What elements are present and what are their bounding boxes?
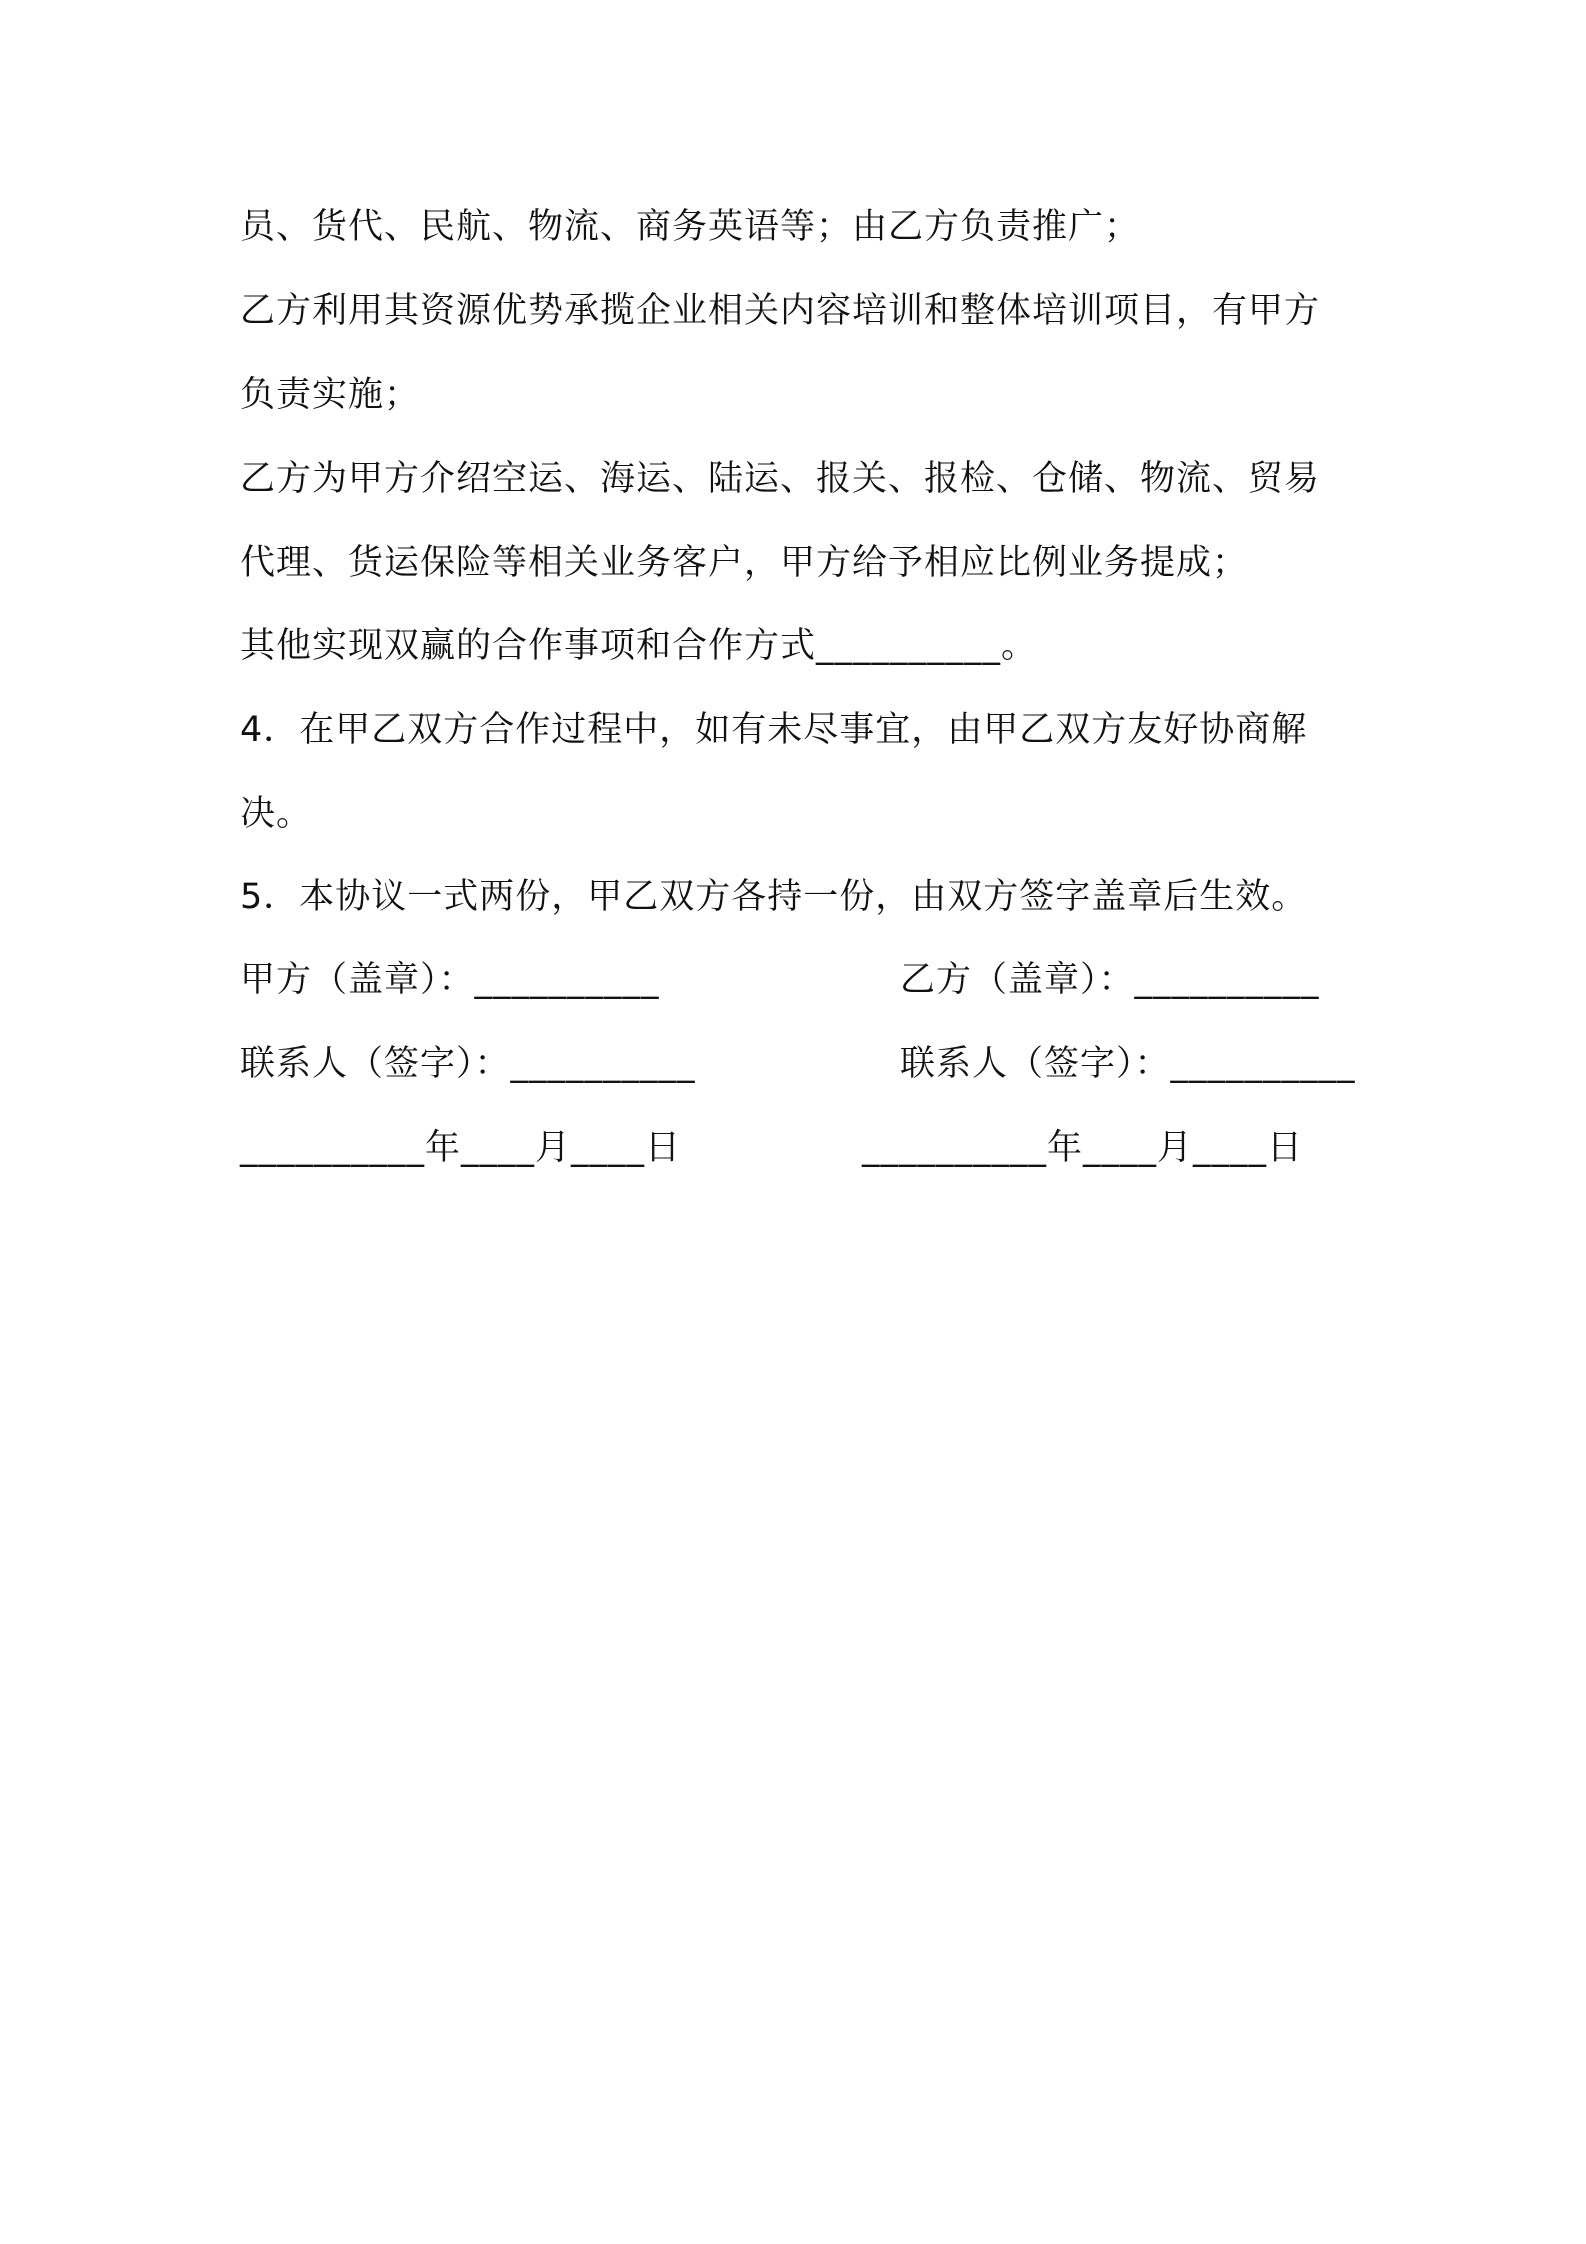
party-a-seal-field: 甲方（盖章）：__________ bbox=[240, 960, 660, 1000]
clause-4-line-2: 决。 bbox=[240, 794, 313, 834]
paragraph-line-6: 其他实现双赢的合作事项和合作方式__________。 bbox=[240, 626, 1038, 666]
party-b-contact-field: 联系人（签字）：__________ bbox=[900, 1044, 1356, 1084]
paragraph-line-1: 员、货代、民航、物流、商务英语等；由乙方负责推广； bbox=[240, 207, 1141, 247]
paragraph-line-5: 代理、货运保险等相关业务客户，甲方给予相应比例业务提成； bbox=[240, 543, 1249, 583]
clause-4-line-1: 4．在甲乙双方合作过程中，如有未尽事宜，由甲乙双方友好协商解 bbox=[240, 710, 1308, 750]
paragraph-line-2: 乙方利用其资源优势承揽企业相关内容培训和整体培训项目，有甲方 bbox=[240, 291, 1321, 331]
party-a-contact-field: 联系人（签字）：__________ bbox=[240, 1044, 696, 1084]
paragraph-line-4: 乙方为甲方介绍空运、海运、陆运、报关、报检、仓储、物流、贸易 bbox=[240, 459, 1321, 499]
party-a-date-field: __________年____月____日 bbox=[240, 1128, 682, 1168]
clause-5-line: 5．本协议一式两份，甲乙双方各持一份，由双方签字盖章后生效。 bbox=[240, 877, 1308, 917]
party-b-date-field: __________年____月____日 bbox=[862, 1128, 1304, 1168]
party-b-seal-field: 乙方（盖章）：__________ bbox=[900, 960, 1320, 1000]
paragraph-line-3: 负责实施； bbox=[240, 375, 421, 415]
